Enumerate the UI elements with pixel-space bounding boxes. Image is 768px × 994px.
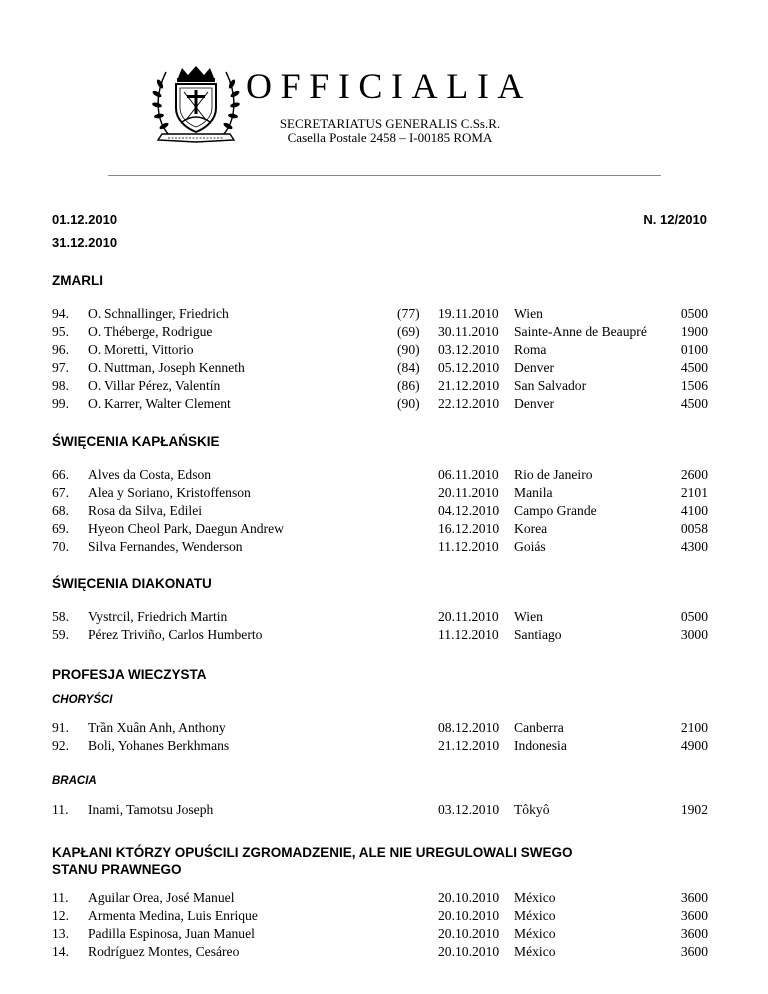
item-place: Rio de Janeiro: [514, 467, 593, 482]
item-place: Santiago: [514, 627, 562, 642]
list-item: [52, 889, 712, 907]
item-province-code: 2100: [680, 720, 708, 735]
list-item: [52, 377, 712, 395]
item-name: Théberge, Rodrigue: [104, 324, 213, 339]
item-date: 03.12.2010: [438, 342, 500, 357]
list-item: [52, 626, 712, 644]
item-title-prefix: O.: [88, 396, 102, 411]
section-title-line2: STANU PRAWNEGO: [52, 862, 182, 877]
item-province-code: 4500: [680, 360, 708, 375]
item-title-prefix: O.: [88, 324, 102, 339]
item-name: Pérez Triviño, Carlos Humberto: [88, 627, 263, 642]
item-name: Armenta Medina, Luis Enrique: [88, 908, 258, 923]
item-date: 11.12.2010: [438, 539, 499, 554]
list-item: [52, 341, 712, 359]
item-date: 16.12.2010: [438, 521, 500, 536]
period-end-date: 31.12.2010: [52, 235, 118, 250]
item-title-prefix: O.: [88, 306, 102, 321]
item-province-code: 3600: [680, 944, 708, 959]
list-item: [52, 737, 712, 755]
item-name: Vystrcil, Friedrich Martin: [88, 609, 228, 624]
item-place: San Salvador: [514, 378, 587, 393]
section-title: PROFESJA WIECZYSTA: [52, 667, 207, 682]
congregation-seal-logo: [150, 62, 242, 146]
list-item: [52, 719, 712, 737]
item-number: 91.: [52, 720, 69, 735]
section-diaconate-ordinations: [52, 575, 712, 644]
subsection-title-brothers: BRACIA: [52, 775, 97, 787]
item-place: Wien: [514, 609, 543, 624]
section-title-line1: KAPŁANI KTÓRZY OPUŚCILI ZGROMADZENIE, ALE NIE UREGULOWALI SWEGO: [52, 845, 573, 860]
item-number: 98.: [52, 378, 69, 393]
item-number: 58.: [52, 609, 69, 624]
item-place: Indonesia: [514, 738, 567, 753]
list-item: [52, 520, 712, 538]
item-province-code: 3000: [680, 627, 708, 642]
item-province-code: 4300: [680, 539, 708, 554]
list-item: [52, 538, 712, 556]
item-date: 20.10.2010: [438, 890, 500, 905]
item-age: (84): [397, 360, 420, 375]
item-date: 20.10.2010: [438, 944, 500, 959]
item-name: Alves da Costa, Edson: [88, 467, 212, 482]
item-number: 95.: [52, 324, 69, 339]
item-name: Inami, Tamotsu Joseph: [88, 802, 214, 817]
item-name: Alea y Soriano, Kristoffenson: [88, 485, 251, 500]
item-date: 22.12.2010: [438, 396, 500, 411]
diaconate-list: [52, 608, 712, 644]
item-number: 13.: [52, 926, 69, 941]
list-item: [52, 395, 712, 413]
item-number: 99.: [52, 396, 69, 411]
item-age: (90): [397, 396, 420, 411]
item-place: México: [514, 944, 556, 959]
item-province-code: 4900: [680, 738, 708, 753]
item-province-code: 1902: [680, 802, 708, 817]
item-age: (77): [397, 306, 420, 321]
section-title: ŚWIĘCENIA KAPŁAŃSKIE: [52, 434, 220, 449]
item-number: 68.: [52, 503, 69, 518]
item-title-prefix: O.: [88, 378, 102, 393]
item-province-code: 4100: [680, 503, 708, 518]
item-date: 19.11.2010: [438, 306, 499, 321]
deceased-list: [52, 305, 712, 413]
list-item: [52, 359, 712, 377]
list-item: [52, 466, 712, 484]
item-date: 03.12.2010: [438, 802, 500, 817]
item-name: Rodríguez Montes, Cesáreo: [88, 944, 240, 959]
item-date: 20.11.2010: [438, 609, 499, 624]
item-number: 70.: [52, 539, 69, 554]
item-place: Tôkyô: [514, 802, 550, 817]
section-title: ZMARLI: [52, 273, 103, 288]
item-province-code: 0100: [680, 342, 708, 357]
item-place: Denver: [514, 396, 555, 411]
document-title: OFFICIALIA: [246, 66, 533, 106]
item-place: Sainte-Anne de Beaupré: [514, 324, 647, 339]
item-name: Silva Fernandes, Wenderson: [88, 539, 243, 554]
list-item: [52, 305, 712, 323]
item-number: 67.: [52, 485, 69, 500]
item-name: Karrer, Walter Clement: [104, 396, 231, 411]
item-name: Rosa da Silva, Edilei: [88, 503, 203, 518]
choristers-list: [52, 719, 712, 755]
list-item: [52, 907, 712, 925]
item-name: Padilla Espinosa, Juan Manuel: [88, 926, 255, 941]
item-date: 11.12.2010: [438, 627, 499, 642]
item-name: Moretti, Vittorio: [104, 342, 194, 357]
ordinations-list: [52, 466, 712, 556]
item-place: Canberra: [514, 720, 564, 735]
item-province-code: 2600: [680, 467, 708, 482]
item-place: México: [514, 908, 556, 923]
item-title-prefix: O.: [88, 360, 102, 375]
item-province-code: 2101: [680, 485, 708, 500]
item-province-code: 0500: [680, 306, 708, 321]
item-name: Trần Xuân Anh, Anthony: [88, 720, 226, 735]
section-title: ŚWIĘCENIA DIAKONATU: [52, 576, 212, 591]
item-age: (69): [397, 324, 420, 339]
list-item: [52, 608, 712, 626]
item-number: 11.: [52, 802, 69, 817]
item-name: Schnallinger, Friedrich: [104, 306, 229, 321]
item-province-code: 0500: [680, 609, 708, 624]
subsection-brothers: [52, 774, 712, 819]
item-title-prefix: O.: [88, 342, 102, 357]
secretariat-name: SECRETARIATUS GENERALIS C.Ss.R.: [279, 116, 501, 131]
section-title: [52, 844, 712, 878]
item-date: 21.12.2010: [438, 738, 500, 753]
item-date: 05.12.2010: [438, 360, 500, 375]
item-number: 59.: [52, 627, 69, 642]
item-number: 14.: [52, 944, 69, 959]
item-date: 21.12.2010: [438, 378, 500, 393]
section-priestly-ordinations: [52, 433, 712, 556]
item-place: Denver: [514, 360, 555, 375]
item-province-code: 0058: [680, 521, 708, 536]
item-province-code: 1506: [680, 378, 708, 393]
item-number: 94.: [52, 306, 69, 321]
item-place: Manila: [514, 485, 553, 500]
item-number: 92.: [52, 738, 69, 753]
item-name: Hyeon Cheol Park, Daegun Andrew: [88, 521, 284, 536]
secretariat-address: Casella Postale 2458 – I-00185 ROMA: [287, 130, 493, 145]
item-number: 69.: [52, 521, 69, 536]
list-item: [52, 801, 712, 819]
item-place: México: [514, 890, 556, 905]
item-date: 20.11.2010: [438, 485, 499, 500]
list-item: [52, 502, 712, 520]
item-name: Aguilar Orea, José Manuel: [88, 890, 235, 905]
list-item: [52, 943, 712, 961]
list-item: [52, 484, 712, 502]
section-priests-left: [52, 844, 712, 961]
item-number: 66.: [52, 467, 69, 482]
item-date: 08.12.2010: [438, 720, 500, 735]
section-zmarli: [52, 272, 712, 413]
list-item: [52, 323, 712, 341]
item-place: Goiás: [514, 539, 546, 554]
priests-left-list: [52, 889, 712, 961]
item-age: (86): [397, 378, 420, 393]
item-province-code: 3600: [680, 908, 708, 923]
section-perpetual-profession: [52, 666, 712, 755]
item-place: Campo Grande: [514, 503, 597, 518]
issue-number: N. 12/2010: [643, 212, 707, 227]
item-province-code: 4500: [680, 396, 708, 411]
item-date: 04.12.2010: [438, 503, 500, 518]
item-name: Nuttman, Joseph Kenneth: [104, 360, 245, 375]
item-name: Boli, Yohanes Berkhmans: [88, 738, 230, 753]
item-place: Roma: [514, 342, 547, 357]
item-province-code: 1900: [680, 324, 708, 339]
item-province-code: 3600: [680, 926, 708, 941]
list-item: [52, 925, 712, 943]
item-name: Villar Pérez, Valentín: [104, 378, 221, 393]
header-divider: [108, 175, 661, 176]
subsection-title-choristers: CHORYŚCI: [52, 694, 113, 706]
item-place: Korea: [514, 521, 548, 536]
item-date: 20.10.2010: [438, 926, 500, 941]
item-number: 97.: [52, 360, 69, 375]
item-place: Wien: [514, 306, 543, 321]
item-number: 11.: [52, 890, 69, 905]
item-date: 30.11.2010: [438, 324, 499, 339]
period-start-date: 01.12.2010: [52, 212, 118, 227]
item-age: (90): [397, 342, 420, 357]
item-place: México: [514, 926, 556, 941]
item-number: 96.: [52, 342, 69, 357]
item-province-code: 3600: [680, 890, 708, 905]
item-date: 06.11.2010: [438, 467, 499, 482]
brothers-list: [52, 801, 712, 819]
item-number: 12.: [52, 908, 69, 923]
item-date: 20.10.2010: [438, 908, 500, 923]
